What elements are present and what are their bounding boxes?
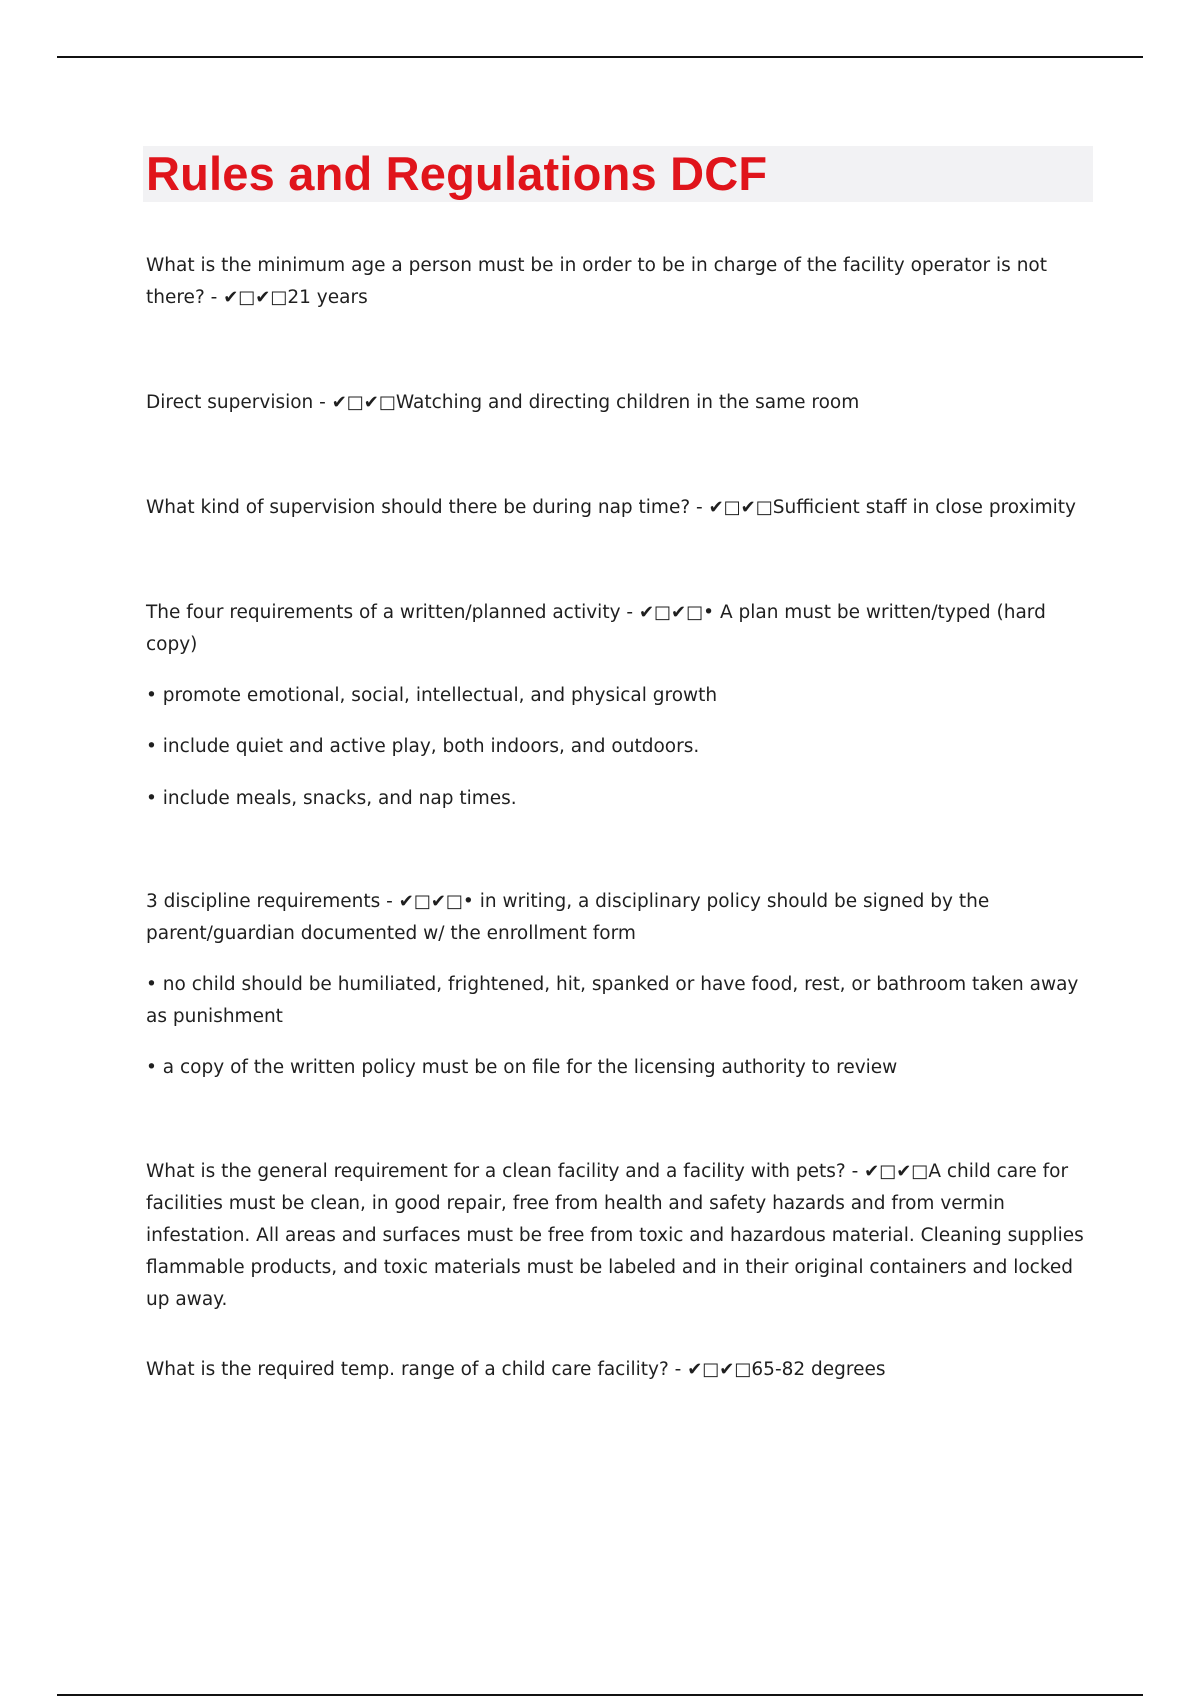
question-nap-supervision	[146, 492, 1096, 524]
check-marker: ✔□✔□	[331, 392, 396, 413]
check-marker: ✔□✔□	[398, 891, 463, 912]
check-marker: ✔□✔□	[638, 602, 704, 623]
answer-text: Watching and directing children in the same room	[395, 392, 860, 413]
answer-text: 65-82 degrees	[751, 1359, 886, 1380]
check-marker: ✔□✔□	[708, 497, 773, 518]
answer-text: A child care for facilities must be clean, in good repair, free from health and safety hazards and from vermin infestation. All areas and surfaces must be free from toxic and hazardous material. Cleaning supplies flammable products, and toxic materials must be labeled and in their original containers and locked up away.	[146, 1161, 1084, 1310]
check-marker: ✔□✔□	[223, 287, 288, 308]
page-title: Rules and Regulations DCF	[146, 147, 768, 200]
question-temperature	[146, 1354, 1096, 1386]
bullet-item: • include quiet and active play, both indoors, and outdoors.	[146, 736, 700, 757]
answer-text: Sufficient staff in close proximity	[772, 497, 1076, 518]
check-marker: ✔□✔□	[687, 1359, 752, 1380]
question-text: What is the general requirement for a clean facility and a facility with pets? -	[146, 1161, 865, 1182]
question-text: Direct supervision -	[146, 392, 332, 413]
answer-text: 21 years	[287, 287, 368, 308]
question-discipline	[146, 886, 1096, 950]
question-text: The four requirements of a written/planned activity -	[146, 602, 639, 623]
bullet-item: • promote emotional, social, intellectual, and physical growth	[146, 685, 718, 706]
question-clean-facility	[146, 1156, 1096, 1316]
question-text: 3 discipline requirements -	[146, 891, 399, 912]
question-min-age	[146, 250, 1096, 314]
bottom-rule	[57, 1694, 1143, 1696]
bullet-item: • a copy of the written policy must be on file for the licensing authority to review	[146, 1057, 898, 1078]
question-text: What kind of supervision should there be during nap time? -	[146, 497, 709, 518]
check-marker: ✔□✔□	[864, 1161, 929, 1182]
answer-text: • in writing, a disciplinary policy should be signed by the parent/guardian documented w/ the enrollment form	[146, 891, 990, 944]
bullet-item: • include meals, snacks, and nap times.	[146, 788, 517, 809]
question-direct-supervision	[146, 387, 1096, 419]
top-rule	[57, 56, 1143, 58]
answer-text: • A plan must be written/typed (hard copy)	[146, 602, 1046, 655]
question-text: What is the required temp. range of a child care facility? -	[146, 1359, 688, 1380]
question-text: What is the minimum age a person must be in order to be in charge of the facility operator is not there? -	[146, 255, 1047, 308]
bullet-item: • no child should be humiliated, frightened, hit, spanked or have food, rest, or bathroom taken away as punishment	[146, 974, 1079, 1027]
question-planned-activity	[146, 597, 1096, 661]
